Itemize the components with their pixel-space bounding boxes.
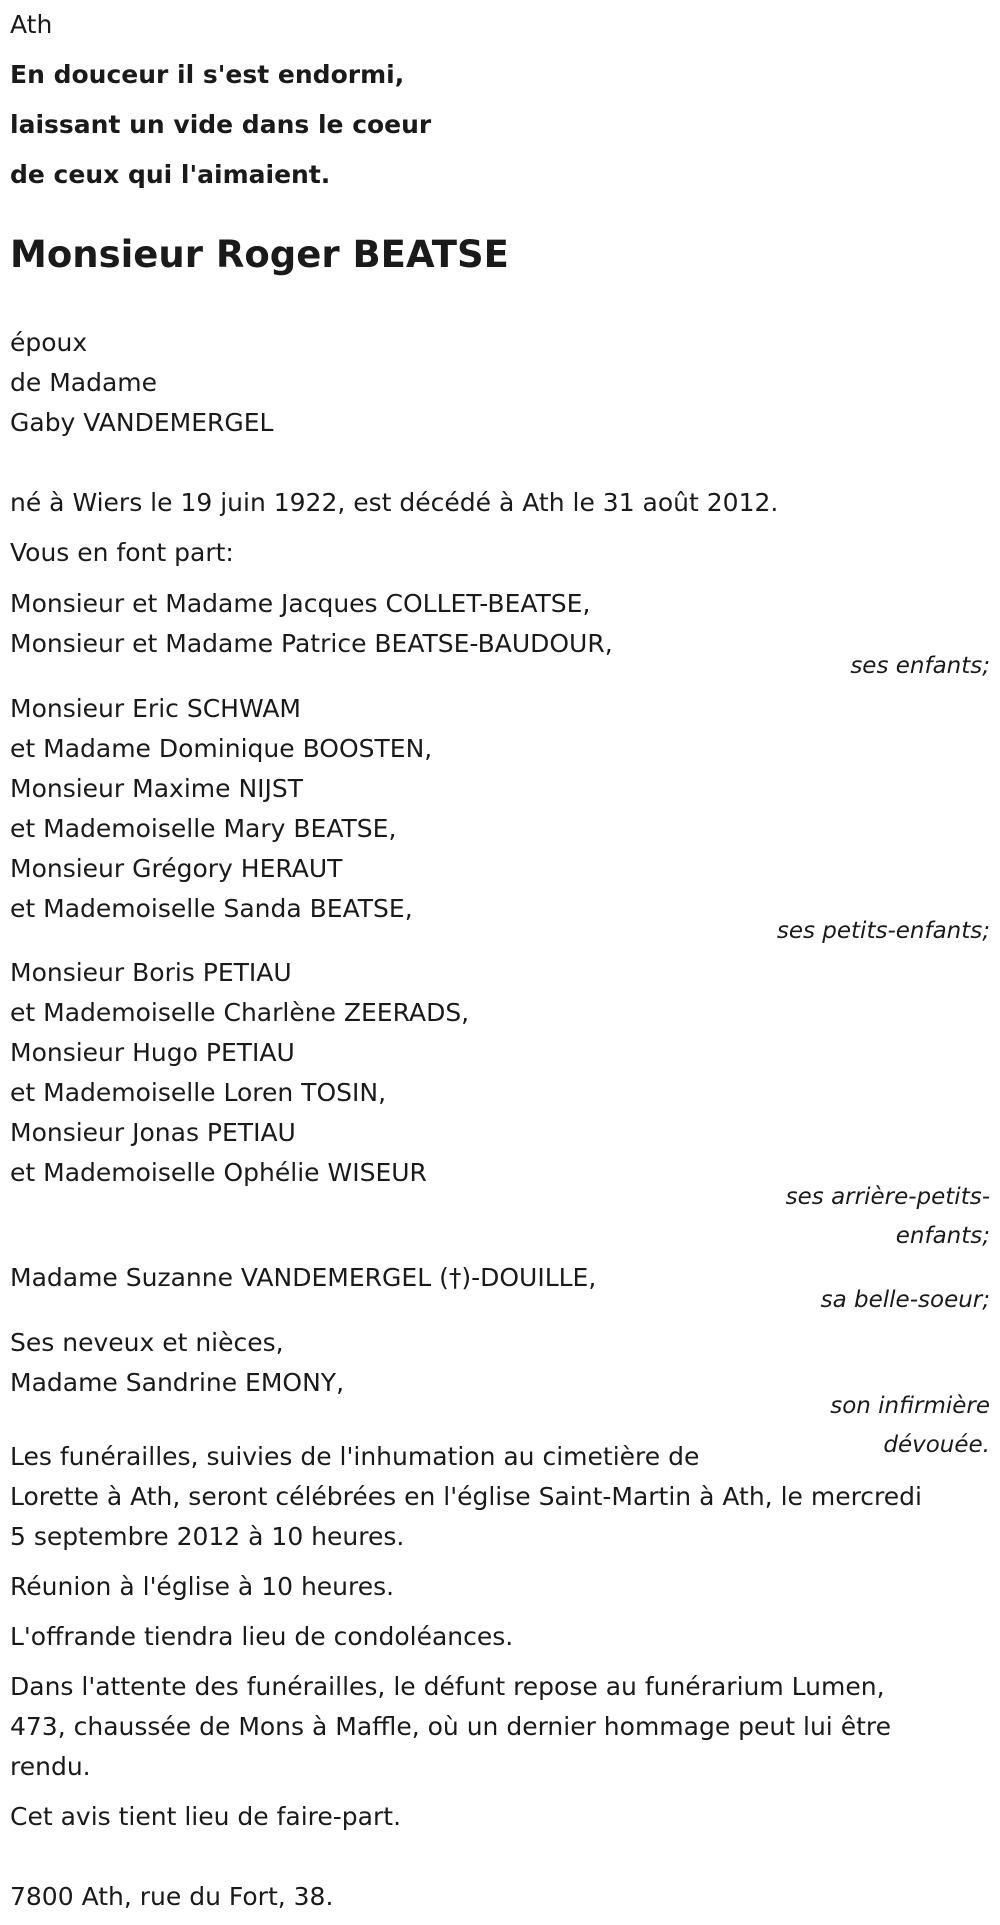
grandchild-line-3: Monsieur Maxime NIJST [10, 774, 304, 803]
notice-line: Cet avis tient lieu de faire-part. [10, 1802, 402, 1831]
poem-line-1: En douceur il s'est endormi, [10, 60, 405, 89]
funeral-line-1: Les funérailles, suivies de l'inhumation au cimetière de [10, 1442, 700, 1471]
location-label: Ath [10, 10, 53, 39]
deceased-name: Monsieur Roger BEATSE [10, 233, 509, 276]
sister-in-law-line: Madame Suzanne VANDEMERGEL (†)-DOUILLE, [10, 1263, 597, 1292]
funeral-line-2: Lorette à Ath, seront célébrées en l'église Saint-Martin à Ath, le mercredi [10, 1482, 922, 1511]
nurse-role-line-1: son infirmière [830, 1393, 990, 1419]
others-line-1: Ses neveux et nièces, [10, 1328, 284, 1357]
great-grandchild-line-2: et Mademoiselle Charlène ZEERADS, [10, 998, 470, 1027]
grandchild-line-6: et Mademoiselle Sanda BEATSE, [10, 894, 413, 923]
birth-death-line: né à Wiers le 19 juin 1922, est décédé à Ath le 31 août 2012. [10, 488, 779, 517]
meeting-line: Réunion à l'église à 10 heures. [10, 1572, 395, 1601]
nurse-role-line-2: dévouée. [883, 1432, 990, 1458]
great-grandchild-line-6: et Mademoiselle Ophélie WISEUR [10, 1158, 427, 1187]
grandchild-line-5: Monsieur Grégory HERAUT [10, 854, 343, 883]
grandchild-line-2: et Madame Dominique BOOSTEN, [10, 734, 433, 763]
intro-line: Vous en font part: [10, 538, 234, 567]
great-grandchild-line-1: Monsieur Boris PETIAU [10, 958, 292, 987]
grandchild-line-1: Monsieur Eric SCHWAM [10, 694, 301, 723]
rest-line-2: 473, chaussée de Mons à Maffle, où un dernier hommage peut lui être [10, 1712, 891, 1741]
children-role: ses enfants; [850, 653, 990, 679]
funeral-line-3: 5 septembre 2012 à 10 heures. [10, 1522, 405, 1551]
great-grandchildren-role-line-1: ses arrière-petits- [785, 1184, 990, 1210]
great-grandchildren-role-line-2: enfants; [895, 1223, 990, 1249]
great-grandchild-line-4: et Mademoiselle Loren TOSIN, [10, 1078, 387, 1107]
others-line-2: Madame Sandrine EMONY, [10, 1368, 345, 1397]
grandchildren-role: ses petits-enfants; [776, 918, 990, 944]
great-grandchild-line-3: Monsieur Hugo PETIAU [10, 1038, 295, 1067]
poem-line-3: de ceux qui l'aimaient. [10, 160, 331, 189]
child-line-2: Monsieur et Madame Patrice BEATSE-BAUDOUR, [10, 629, 613, 658]
offering-line: L'offrande tiendra lieu de condoléances. [10, 1622, 514, 1651]
rest-line-3: rendu. [10, 1752, 91, 1781]
great-grandchild-line-5: Monsieur Jonas PETIAU [10, 1118, 296, 1147]
spouse-line-1: époux [10, 328, 88, 357]
rest-line-1: Dans l'attente des funérailles, le défunt repose au funérarium Lumen, [10, 1672, 885, 1701]
spouse-line-2: de Madame [10, 368, 158, 397]
spouse-line-3: Gaby VANDEMERGEL [10, 408, 274, 437]
child-line-1: Monsieur et Madame Jacques COLLET-BEATSE, [10, 589, 591, 618]
address-line: 7800 Ath, rue du Fort, 38. [10, 1882, 334, 1911]
grandchild-line-4: et Mademoiselle Mary BEATSE, [10, 814, 397, 843]
sister-in-law-role: sa belle-soeur; [820, 1287, 990, 1313]
poem-line-2: laissant un vide dans le coeur [10, 110, 432, 139]
